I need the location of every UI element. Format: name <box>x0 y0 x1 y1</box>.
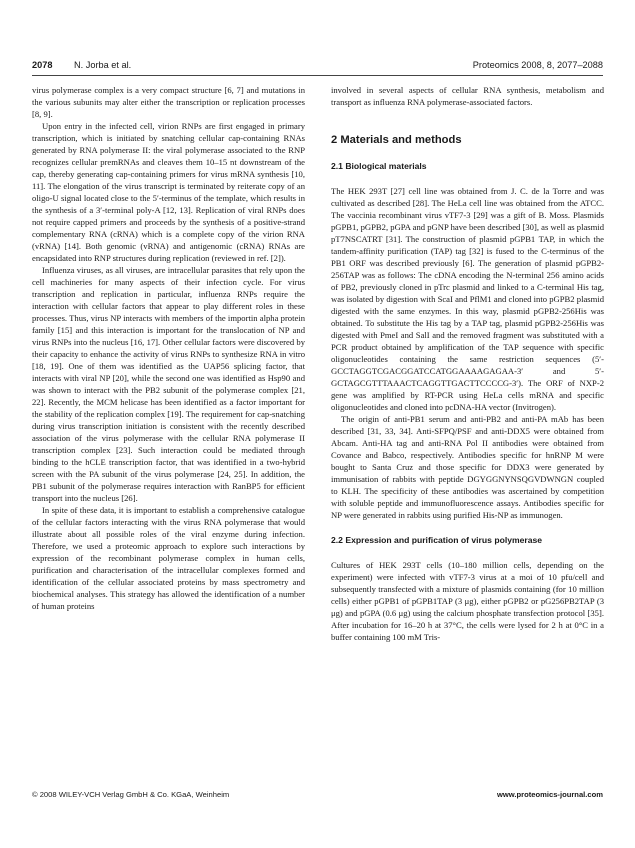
paragraph: The origin of anti-PB1 serum and anti-PB2 and anti-PA mAb has been described [31, 33, 34]. Anti-SFPQ/PSF and anti-DDX5 were obtained from Abcam. Anti-HA tag and anti-RNA Pol II antibodies were obtained from Covance and Babco, respectively. Antibodies specific for hnRNP M were bought to Santa Cruz and those specific for DDX3 were generated by immunisation of rabbits with peptide DGYGGNYNSQGVDWNGN coupled to KLH. The specificity of these antibodies was ascertained by competition with soluble peptide and immunofluorescence assays. Antibodies specific for NP were generated in rabbits using purified His-NP as immunogen. <box>331 414 604 520</box>
running-header <box>32 60 603 74</box>
paragraph: Influenza viruses, as all viruses, are intracellular parasites that rely upon the cell machineries for many aspects of their infection cycle. For virus transcription and replication in particular, influenza RNPs require the interaction with cellular factors that appear to play different roles in these processes. Thus, virus NP interacts with members of the importin alpha protein family [15] and this interaction is important for the translocation of NP and virus RNPs into the nucleus [16, 17]. Other cellular factors were discovered by their capacity to enhance the activity of virus RNPs to synthesize RNA in vitro [18, 19]. One of them was identified as the UAP56 splicing factor, that interacts with viral NP [20], while the second one was identified as Hsp90 and was shown to interact with the PB2 subunit of the polymerase complex [21, 22]. Recently, the MCM helicase has been identified as a factor important for the stability of the replication complex [19]. The requirement for cap-snatching during virus transcription initiation is consistent with the recently described association of the virus polymerase with the cellular RNA polymerase II transcription complex [23]. Such interaction could be mediated through binding to the hCLE transcription factor, that was identified in a two-hybrid screen with the PA subunit of the virus polymerase [24, 25]. In addition, the PB1 subunit of the polymerase requires interaction with RanBP5 for efficient transport into the nucleus [26]. <box>32 265 305 503</box>
page-number: 2078 <box>32 60 53 70</box>
header-rule <box>32 75 603 76</box>
left-column <box>32 84 305 612</box>
paragraph: Upon entry in the infected cell, virion RNPs are first engaged in primary transcription, which is initiated by snatching cellular cap-containing RNAs generated by RNA polymerase II: the viral polymerase associated to the RNP recognizes cellular premRNAs and cleaves them 10–15 nt downstream of the cap, thereby generating cap-containing primers for virus mRNA synthesis [10, 11]. The elongation of the virus transcript is terminated by reiterate copy of an oligo-U signal located close to the 5′-terminus of the template, which results in the synthesis of a 3′-terminal poly-A [12, 13]. Replication of viral RNPs does not require capped primers and proceeds by the synthesis of a positive-strand complementary RNA (cRNA) which is a complete copy of the virion RNA (vRNA) [14]. Both genomic (vRNA) and antigenomic (cRNA) RNAs are encapsidated into RNP structures during replication (reviewed in ref. [2]). <box>32 121 305 263</box>
subsection-heading: 2.2 Expression and purification of virus polymerase <box>331 535 543 545</box>
copyright-notice: © 2008 WILEY-VCH Verlag GmbH & Co. KGaA, Weinheim <box>32 790 230 799</box>
paragraph: virus polymerase complex is a very compact structure [6, 7] and mutations in the various subunits may alter either the transcription or replication processes [8, 9]. <box>32 85 305 119</box>
paragraph: The HEK 293T [27] cell line was obtained from J. C. de la Torre and was cultivated as described [28]. The HeLa cell line was obtained from the ATCC. The vaccinia recombinant virus vTF7-3 [29] was a gift of B. Moss. Plasmids pGPB1, pGPB2, pGPA and pGNP have been described [30], as well as plasmid pT7NSCATRT [31]. The construction of plasmid pGPB1 TAP, in which the tandem-affinity purification (TAP) tag [32] is fused to the C-terminus of the PB1 ORF was described previously [6]. The generation of plasmid pGPB2-256TAP was as follows: The cDNA encoding the N-terminal 256 amino acids of PB2, previously cloned in pTrc plasmid and linked to a C-terminal His tag, was isolated by digestion with ScaI and PflM1 and cloned into pGPB2 plasmid digested with the same enzymes. In this way, plasmid pGPB2-256His was obtained. To substitute the His tag by a TAP tag, plasmid pGPB2-256His was digested with PmeI and SalI and the removed fragment was substituted with a PCR product obtained by amplification of the TAP sequence with specific oligonucleotides containing the same restriction sequences (5′-GCCTAGGTCGACGGATCCATGGAAAAGAGAA-3′ and 5′-GCTAGCGTTTAAACTCAGGTTGACTTCCCCG-3′). The ORF of NXP-2 gene was amplified by RT-PCR using HeLa cells mRNA and specific oligonucleotides and cloned into pcDNA-HA vector (Invitrogen). <box>331 186 604 412</box>
paragraph: In spite of these data, it is important to establish a comprehensive catalogue of the cellular factors interacting with the virus RNA polymerase that would illustrate about all possible roles of the viral enzyme during infection. Therefore, we used a proteomic approach to explore such interactions by expression of the recombinant polymerase complex in human cells, purification and characterisation of the intracellular complexes formed and identification of the cellular associated proteins by mass spectrometry and biochemical analyses. This strategy has allowed the identification of a number of human proteins <box>32 505 305 611</box>
journal-citation: Proteomics 2008, 8, 2077–2088 <box>472 60 603 70</box>
right-column <box>331 84 604 643</box>
paragraph: Cultures of HEK 293T cells (10–180 million cells, depending on the experiment) were infected with vTF7-3 virus at a moi of 10 pfu/cell and subsequently transfected with a mixture of plasmids containing (for 10 million cells) either pGPB1 of pGPB1TAP (3 μg), either pGPB2 or pG256PB2TAP (3 μg) and pGPA (0.6 μg) using the calcium phosphate transfection protocol [35]. After incubation for 16–20 h at 37°C, the cells were lysed for 2 h at 0°C in a buffer containing 100 mM Tris- <box>331 560 604 642</box>
page-footer <box>32 790 603 802</box>
running-authors: N. Jorba et al. <box>74 60 132 70</box>
subsection-heading: 2.1 Biological materials <box>331 161 427 171</box>
section-heading: 2 Materials and methods <box>331 134 462 146</box>
paragraph: involved in several aspects of cellular RNA synthesis, metabolism and transport as influenza RNA polymerase-associated factors. <box>331 85 604 107</box>
journal-url: www.proteomics-journal.com <box>496 790 603 799</box>
